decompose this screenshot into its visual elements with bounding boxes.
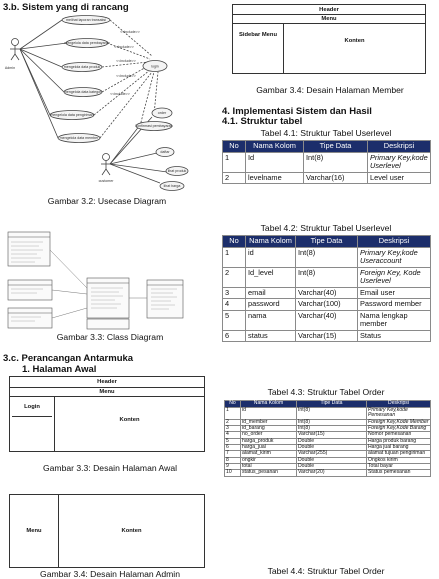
usecase-caption: Gambar 3.2: Usecase Diagram [47, 196, 167, 206]
table-cell: Foreign Key,Kode Barang [367, 425, 431, 431]
table-cell: Varchar(40) [296, 287, 358, 299]
wireframe-member-sidebar-box [232, 23, 284, 74]
wireframe-admin-content-box [58, 494, 205, 568]
admin-actor-head [12, 39, 19, 46]
table-row [223, 330, 431, 342]
table-cell: harga_produk [241, 438, 297, 444]
admin-actor-label: Admin [4, 66, 16, 70]
wireframe-awal-caption: Gambar 3.3: Desain Halaman Awal [42, 463, 178, 473]
table-cell: 5 [225, 438, 241, 444]
table-cell: 10 [225, 470, 241, 476]
table-cell: Varchar(40) [296, 310, 358, 330]
table-cell: Double [297, 444, 367, 450]
table-cell: Int(8) [297, 419, 367, 425]
column-header: Deskripsi [358, 236, 431, 248]
usecase-label: lihat harga [163, 184, 181, 189]
table-cell: 7 [225, 451, 241, 457]
include-label: <<include>> [116, 59, 136, 63]
wireframe-admin-caption: Gambar 3.4: Desain Halaman Admin [40, 569, 180, 579]
table-cell: Primary Key,kode Useraccount [358, 247, 431, 267]
table1-caption: Tabel 4.1: Struktur Tabel Userlevel [260, 128, 392, 138]
wireframe-member-caption: Gambar 3.4: Desain Halaman Member [256, 85, 404, 95]
table-cell: password [246, 299, 296, 311]
include-label: <<include>> [110, 92, 130, 96]
table-cell: 5 [223, 310, 246, 330]
table-cell: Double [297, 457, 367, 463]
table-cell: Int(8) [297, 425, 367, 431]
table-cell: Double [297, 438, 367, 444]
table-cell: 2 [223, 172, 246, 184]
table-cell: 4 [225, 432, 241, 438]
wireframe-header: Header [9, 376, 205, 388]
class-box [147, 280, 183, 318]
usecase-label: mengelola data produk [63, 65, 101, 70]
table-cell: Harga produk barang [367, 438, 431, 444]
table-cell: Nomor pemesanan [367, 432, 431, 438]
include-label: <<include>> [120, 30, 140, 34]
table-cell: harga_jual [241, 444, 297, 450]
table-row [223, 310, 431, 330]
table-row [223, 172, 431, 184]
table-cell: Status pemesanan [367, 470, 431, 476]
table-cell: Id_level [246, 267, 296, 287]
wireframe-member-header: Header [232, 4, 426, 15]
table-cell: email [246, 287, 296, 299]
table-cell: Ongkos kirim [367, 457, 431, 463]
table-cell: 1 [223, 247, 246, 267]
wireframe-admin-konten: Konten [121, 528, 142, 534]
table-cell: Level user [368, 172, 431, 184]
class-box [8, 308, 52, 328]
table-cell: 6 [225, 444, 241, 450]
usecase-label: daftar [160, 150, 170, 155]
table-cell: Varchar(100) [296, 299, 358, 311]
table-cell: Foreign Key,Kode Member [368, 418, 429, 425]
usecase-label: lihat produk [167, 169, 187, 174]
table-cell: id_member [241, 419, 297, 425]
section-4-subheading: 4.1. Struktur tabel [222, 116, 303, 127]
usecase-label: login [151, 64, 159, 69]
wireframe-admin-menu: Menu [26, 528, 42, 534]
table-cell: 2 [225, 419, 241, 425]
table-row [225, 470, 431, 476]
wireframe-login: Login [24, 404, 40, 410]
table-cell: 8 [225, 457, 241, 463]
usecase-label: mengelola data pengiriman [50, 113, 94, 118]
table-cell: nama [246, 310, 296, 330]
table-cell: Foreign Key, Kode Userlevel [358, 267, 431, 287]
table-cell: Varchar(15) [297, 432, 367, 438]
table-cell: Email user [358, 287, 431, 299]
wireframe-member-menu: Menu [232, 14, 426, 24]
table-userlevel [222, 140, 431, 184]
table-cell: 3 [223, 287, 246, 299]
wireframe-menu: Menu [9, 387, 205, 397]
table-cell: 3 [225, 425, 241, 431]
table-order [224, 400, 431, 477]
table-cell: 1 [223, 152, 246, 172]
table4-caption: Tabel 4.4: Struktur Tabel Order [267, 566, 385, 576]
table-cell: Status [358, 330, 431, 342]
column-header: No [223, 141, 246, 153]
table-cell: 9 [225, 463, 241, 469]
table-cell: Password member [358, 299, 431, 311]
class-diagram [5, 228, 205, 330]
table-cell: Int(8) [296, 247, 358, 267]
section-4-heading: 4. Implementasi Sistem dan Hasil [222, 106, 372, 117]
class-box [87, 278, 129, 318]
table-cell: alamat_kirim [241, 451, 297, 457]
table-row [223, 247, 431, 267]
table-cell: Primary Key,kode Userlevel [368, 152, 431, 172]
column-header: Tipe Data [296, 236, 358, 248]
usecase-label: mengelola data kategori [63, 90, 103, 95]
usecase-label: mengelola data pembayaran [64, 41, 110, 46]
table-cell: 6 [223, 330, 246, 342]
table-cell: Id [246, 152, 304, 172]
table-cell: Varchar(16) [304, 172, 368, 184]
wireframe-halaman-member [232, 4, 426, 74]
section-3b-heading: 3.b. Sistem yang di rancang [3, 2, 129, 13]
column-header: Deskripsi [367, 401, 431, 408]
table-cell: total [241, 463, 297, 469]
table-cell: id_barang [241, 425, 297, 431]
column-header: Nama Kolom [246, 141, 304, 153]
usecase-label: konfirmasi pembayaran [135, 124, 173, 129]
table-cell: Nama lengkap member [358, 310, 431, 330]
table-cell: 1 [225, 407, 241, 419]
table-row [223, 287, 431, 299]
table-cell: Total bayar [367, 463, 431, 469]
section-3c-heading: 3.c. Perancangan Antarmuka [3, 353, 134, 364]
wireframe-member-konten: Konten [344, 38, 365, 44]
column-header: No [223, 236, 246, 248]
usecase-label: melihat laporan transaksi [66, 18, 106, 23]
table-cell: alamat tujuan pengiriman [367, 451, 431, 457]
class-box [87, 319, 129, 329]
wireframe-member-sidebar: Sidebar Menu [238, 32, 277, 38]
wireframe-member-content-box [283, 23, 426, 74]
wireframe-content [54, 396, 205, 452]
column-header: Tipe Data [304, 141, 368, 153]
usecase-diagram [2, 14, 212, 194]
table-cell: Varchar(20) [297, 470, 367, 476]
column-header: No [225, 401, 241, 408]
table-cell: levelname [246, 172, 304, 184]
wireframe-konten: Konten [119, 417, 140, 423]
include-label: <<include>> [116, 74, 136, 78]
table-row [223, 267, 431, 287]
wireframe-admin-menu-box [9, 494, 59, 568]
table-row [223, 152, 431, 172]
customer-actor-head [103, 154, 110, 161]
wireframe-sidebar [9, 396, 55, 452]
column-header: Nama Kolom [241, 401, 297, 408]
table3-caption: Tabel 4.3: Struktur Tabel Order [267, 387, 385, 397]
table-cell: Int(8) [296, 267, 358, 287]
customer-actor-label: customer [98, 179, 114, 183]
table-cell: Varchar(15) [296, 330, 358, 342]
table-cell: Harga jual barang [367, 444, 431, 450]
class-diagram-caption: Gambar 3.3: Class Diagram [56, 332, 164, 342]
table-row [225, 407, 431, 419]
usecase-label: order [157, 111, 167, 116]
table-cell: Primary Key,kode Pemesanan [367, 407, 431, 419]
table-cell: 2 [223, 267, 246, 287]
table-cell: Double [297, 463, 367, 469]
table-row [223, 299, 431, 311]
table2-caption: Tabel 4.2: Struktur Tabel Userlevel [260, 223, 392, 233]
class-box [8, 280, 52, 300]
column-header: Nama Kolom [246, 236, 296, 248]
column-header: Tipe Data [297, 401, 367, 408]
table-cell: status_pesanan [241, 470, 297, 476]
table-cell: ongkir [241, 457, 297, 463]
table-cell: status [246, 330, 296, 342]
wireframe-halaman-admin [9, 494, 205, 568]
wireframe-halaman-awal [9, 376, 205, 452]
include-label: <<include>> [114, 45, 134, 49]
table-cell: Int(8) [297, 407, 367, 419]
table-cell: Int(8) [304, 152, 368, 172]
usecase-label: mengelola data member [59, 136, 99, 141]
column-header: Deskripsi [368, 141, 431, 153]
table-cell: id [246, 247, 296, 267]
table-cell: id [241, 407, 297, 419]
table-useraccount [222, 235, 431, 342]
section-3c-subheading: 1. Halaman Awal [22, 364, 97, 375]
table-cell: no_order [241, 432, 297, 438]
table-cell: Varchar(255) [297, 451, 367, 457]
table-cell: 4 [223, 299, 246, 311]
